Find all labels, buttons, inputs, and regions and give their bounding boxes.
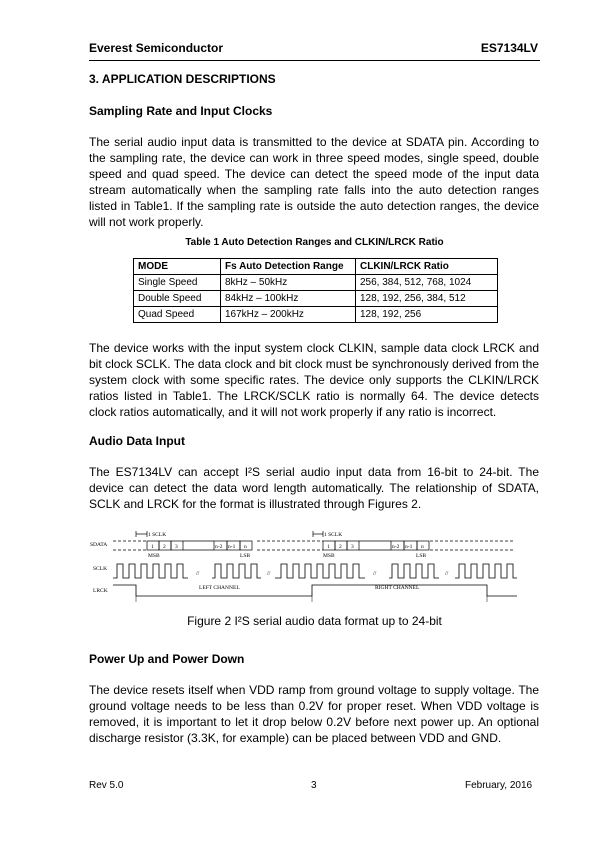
- table-cell: 84kHz – 100kHz: [221, 291, 356, 307]
- lrck-waveform: [113, 585, 517, 596]
- svg-text:2: 2: [163, 544, 166, 550]
- table-header-cell: CLKIN/LRCK Ratio: [356, 259, 498, 275]
- svg-text:3: 3: [175, 544, 178, 550]
- sclk-break: //: [196, 571, 200, 577]
- svg-text:3: 3: [351, 544, 354, 550]
- one-sclk-marker-left: [136, 531, 166, 538]
- footer-date: February, 2016: [465, 780, 533, 791]
- audio-heading: Audio Data Input: [89, 434, 185, 448]
- msb-label: MSB: [148, 553, 160, 559]
- power-heading: Power Up and Power Down: [89, 652, 245, 666]
- table-cell: 8kHz – 50kHz: [221, 275, 356, 291]
- lsb-label: LSB: [416, 553, 427, 559]
- svg-text:n-2: n-2: [215, 544, 223, 550]
- sampling-paragraph: The serial audio input data is transmitted to the device at SDATA pin. According to the sampling rate, the device can work in three speed modes, single speed, double speed and quad speed. The device can detect the speed mode of the input data stream automatically when the sampling rate falls into the auto detection ranges listed in Table1. If the sampling rate is outside the auto detection ranges, the device will not work properly.: [89, 135, 539, 229]
- audio-paragraph: The ES7134LV can accept I²S serial audio input data from 16-bit to 24-bit. The device can detect the data word length automatically. The relationship of SDATA, SCLK and LRCK for the format is illustrated through Figures 2.: [89, 465, 539, 511]
- footer-page-number: 3: [311, 780, 317, 791]
- sclk-break: //: [445, 571, 449, 577]
- table-header-cell: Fs Auto Detection Range: [221, 259, 356, 275]
- sdata-idle: [113, 541, 514, 550]
- table-cell: 256, 384, 512, 768, 1024: [356, 275, 498, 291]
- table-cell: 128, 192, 256, 384, 512: [356, 291, 498, 307]
- table-header-cell: MODE: [134, 259, 221, 275]
- table-row: [134, 291, 498, 307]
- figure-caption: Figure 2 I²S serial audio data format up to 24-bit: [187, 614, 442, 628]
- svg-text:n: n: [244, 544, 247, 550]
- power-paragraph: The device resets itself when VDD ramp from ground voltage to supply voltage. The ground voltage needs to be less than 0.2V for proper reset. When VDD voltage is removed, it is important to let it drop below 0.2V before next power up. An optional discharge resistor (3.3K, for example) can be placed between VDD and GND.: [89, 683, 539, 745]
- right-channel-label: RIGHT CHANNEL: [375, 585, 420, 591]
- svg-text:1 SCLK: 1 SCLK: [148, 532, 167, 538]
- sdata-right-word: [323, 541, 429, 559]
- sdata-label: SDATA: [90, 542, 108, 548]
- section-title: 3. APPLICATION DESCRIPTIONS: [89, 72, 276, 86]
- table-cell: 167kHz – 200kHz: [221, 307, 356, 323]
- page-header: [89, 40, 540, 61]
- clocks-paragraph: The device works with the input system clock CLKIN, sample data clock LRCK and bit clock SCLK. The data clock and bit clock must be synchronously derived from the system clock with some specific rates. The device only supports the CLKIN/LRCK ratios listed in Table1. The LRCK/SCLK ratio is normally 64. The device detects clock ratios automatically, and it will not work properly if any ratio is incorrect.: [89, 341, 539, 419]
- svg-text:1 SCLK: 1 SCLK: [324, 532, 343, 538]
- svg-text:n-1: n-1: [228, 544, 236, 550]
- table-caption: Table 1 Auto Detection Ranges and CLKIN/LRCK Ratio: [185, 237, 444, 248]
- table-row: [134, 275, 498, 291]
- msb-label: MSB: [323, 553, 335, 559]
- footer-revision: Rev 5.0: [89, 780, 124, 791]
- svg-text:1: 1: [151, 544, 154, 550]
- detection-table: [133, 258, 498, 323]
- left-channel-label: LEFT CHANNEL: [199, 585, 240, 591]
- sclk-label: SCLK: [93, 566, 108, 572]
- header-company: Everest Semiconductor: [89, 41, 224, 55]
- table-row: [134, 307, 498, 323]
- svg-text:2: 2: [339, 544, 342, 550]
- table-header-row: [134, 259, 498, 275]
- i2s-timing-diagram: [89, 528, 539, 604]
- lsb-label: LSB: [240, 553, 251, 559]
- sclk-break: //: [373, 571, 377, 577]
- svg-text:n-1: n-1: [405, 544, 413, 550]
- table-cell: Single Speed: [134, 275, 221, 291]
- svg-text:1: 1: [327, 544, 330, 550]
- header-part-number: ES7134LV: [480, 41, 538, 55]
- sclk-break: //: [267, 571, 271, 577]
- table-cell: Double Speed: [134, 291, 221, 307]
- table-cell: Quad Speed: [134, 307, 221, 323]
- svg-text:n: n: [421, 544, 424, 550]
- one-sclk-marker-right: [313, 531, 342, 538]
- sclk-waveform: [113, 564, 517, 578]
- table-cell: 128, 192, 256: [356, 307, 498, 323]
- sdata-left-word: [147, 541, 252, 559]
- lrck-label: LRCK: [93, 588, 108, 594]
- svg-text:n-2: n-2: [392, 544, 400, 550]
- sampling-heading: Sampling Rate and Input Clocks: [89, 104, 273, 118]
